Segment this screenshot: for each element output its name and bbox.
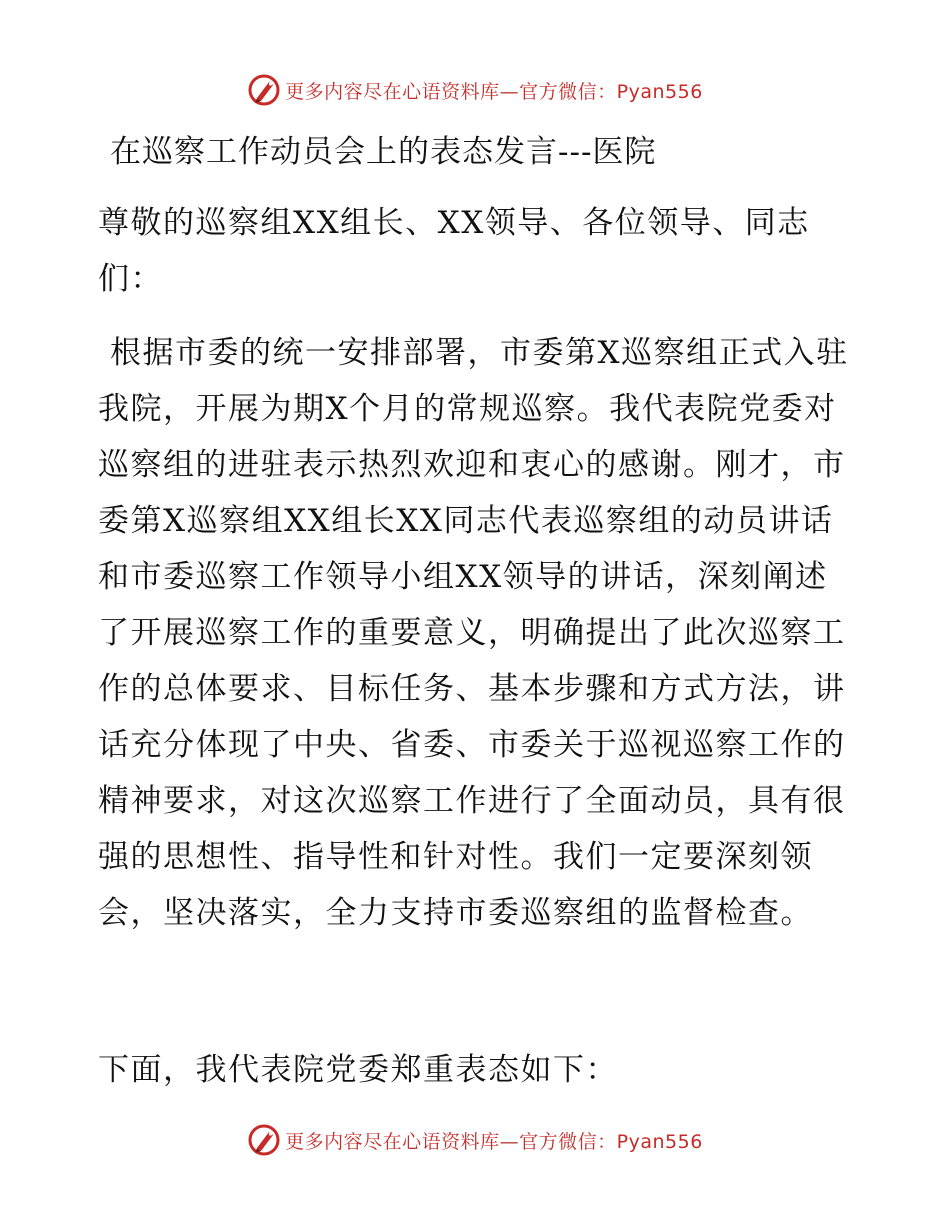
pen-logo-icon (247, 1123, 281, 1157)
greeting-paragraph: 尊敬的巡察组XX组长、XX领导、各位领导、同志们： (98, 205, 810, 297)
watermark-banner-bottom (0, 1120, 950, 1160)
body-paragraph: 根据市委的统一安排部署，市委第X巡察组正式入驻我院，开展为期X个月的常规巡察。我代表院党委对巡察组的进驻表示热烈欢迎和衷心的感谢。刚才，市委第X巡察组XX组长XX同志代表巡察组的动员讲话和市委巡察工作领导小组XX领导的讲话，深刻阐述了开展巡察工作的重要意义，明确提出了此次巡察工作的总体要求、目标任务、基本步骤和方式方法，讲话充分体现了中央、省委、市委关于巡视巡察工作的精神要求，对这次巡察工作进行了全面动员，具有很强的思想性、指导性和针对性。我们一定要深刻领会，坚决落实，全力支持市委巡察组的监督检查。 (98, 335, 849, 931)
watermark-banner-top (0, 70, 950, 110)
watermark-text: 更多内容尽在心语资料库—官方微信：Pyan556 (285, 80, 703, 103)
next-paragraph: 下面，我代表院党委郑重表态如下： (98, 1052, 618, 1088)
document-title: 在巡察工作动员会上的表态发言---医院 (110, 134, 657, 170)
pen-logo-icon (247, 73, 281, 107)
watermark-text: 更多内容尽在心语资料库—官方微信：Pyan556 (285, 1130, 703, 1153)
